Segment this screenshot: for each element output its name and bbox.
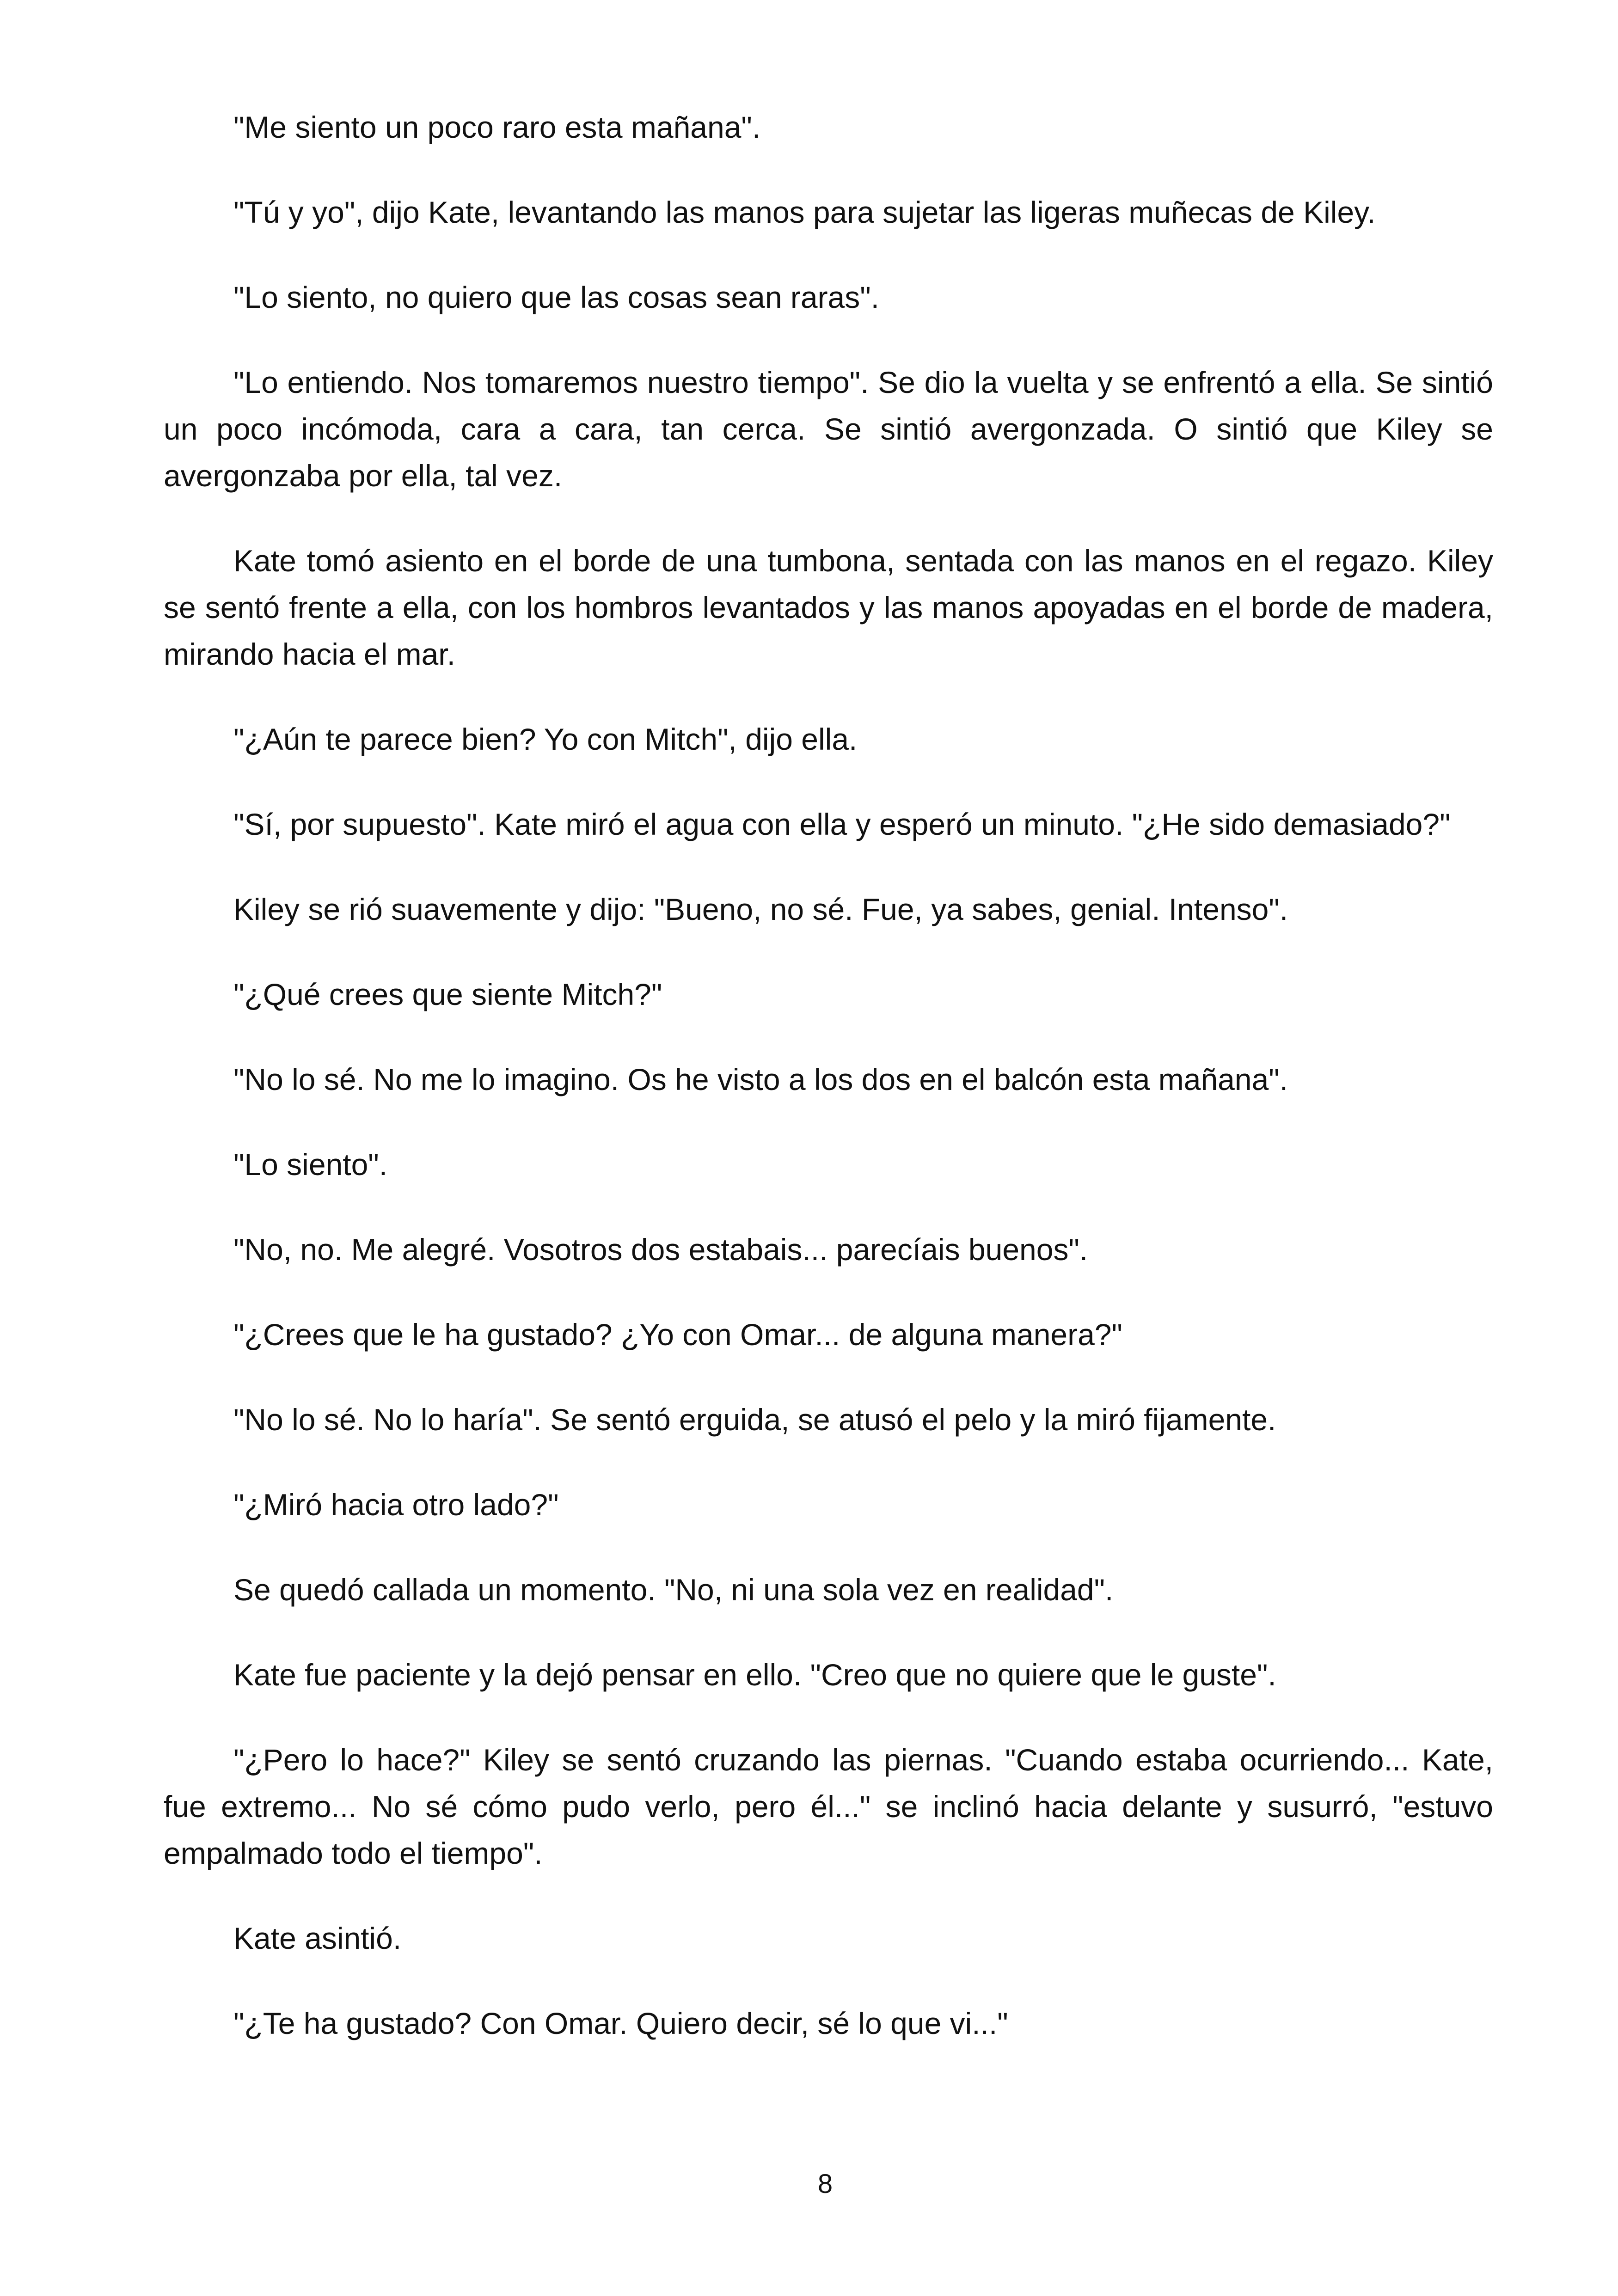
paragraph: "Lo siento". bbox=[233, 1147, 388, 1182]
paragraph: "Me siento un poco raro esta mañana". bbox=[233, 110, 761, 144]
paragraph: "¿Crees que le ha gustado? ¿Yo con Omar... de alguna manera?" bbox=[233, 1317, 1122, 1352]
paragraph: Kate fue paciente y la dejó pensar en ello. "Creo que no quiere que le guste". bbox=[233, 1658, 1276, 1692]
paragraph: "¿Aún te parece bien? Yo con Mitch", dijo ella. bbox=[233, 722, 858, 756]
page-number: 8 bbox=[817, 2169, 833, 2199]
paragraph: Kiley se rió suavemente y dijo: "Bueno, no sé. Fue, ya sabes, genial. Intenso". bbox=[233, 892, 1288, 926]
paragraph: Kate asintió. bbox=[233, 1921, 402, 1955]
paragraph: "No lo sé. No lo haría". Se sentó erguida, se atusó el pelo y la miró fijamente. bbox=[233, 1402, 1276, 1437]
paragraph: "Lo entiendo. Nos tomaremos nuestro tiempo". Se dio la vuelta y se enfrentó a ella. Se sintió un poco incómoda, cara a cara, tan cerca. Se sintió avergonzada. O sintió que Kiley se avergonzaba por ella, tal vez. bbox=[164, 365, 1493, 493]
paragraph: "No lo sé. No me lo imagino. Os he visto a los dos en el balcón esta mañana". bbox=[233, 1062, 1288, 1096]
paragraph: "Sí, por supuesto". Kate miró el agua con ella y esperó un minuto. "¿He sido demasiado?" bbox=[233, 807, 1451, 841]
paragraph: "Lo siento, no quiero que las cosas sean raras". bbox=[233, 280, 880, 314]
paragraph: "¿Qué crees que siente Mitch?" bbox=[233, 977, 662, 1011]
paragraph: "¿Miró hacia otro lado?" bbox=[233, 1488, 559, 1522]
paragraph: Se quedó callada un momento. "No, ni una sola vez en realidad". bbox=[233, 1573, 1114, 1607]
paragraph: Kate tomó asiento en el borde de una tumbona, sentada con las manos en el regazo. Kiley se sentó frente a ella, con los hombros levantados y las manos apoyadas en el borde de madera, mirando hacia el mar. bbox=[164, 544, 1493, 671]
paragraph: "No, no. Me alegré. Vosotros dos estabais... parecíais buenos". bbox=[233, 1232, 1088, 1267]
paragraph: "Tú y yo", dijo Kate, levantando las manos para sujetar las ligeras muñecas de Kiley. bbox=[233, 195, 1376, 229]
paragraph: "¿Te ha gustado? Con Omar. Quiero decir, sé lo que vi..." bbox=[233, 2006, 1008, 2040]
body-text bbox=[164, 104, 1493, 2047]
paragraph: "¿Pero lo hace?" Kiley se sentó cruzando las piernas. "Cuando estaba ocurriendo... Kate, fue extremo... No sé cómo pudo verlo, pero él..." se inclinó hacia delante y susurró, "estuvo empalmado todo el tiempo". bbox=[164, 1743, 1493, 1870]
